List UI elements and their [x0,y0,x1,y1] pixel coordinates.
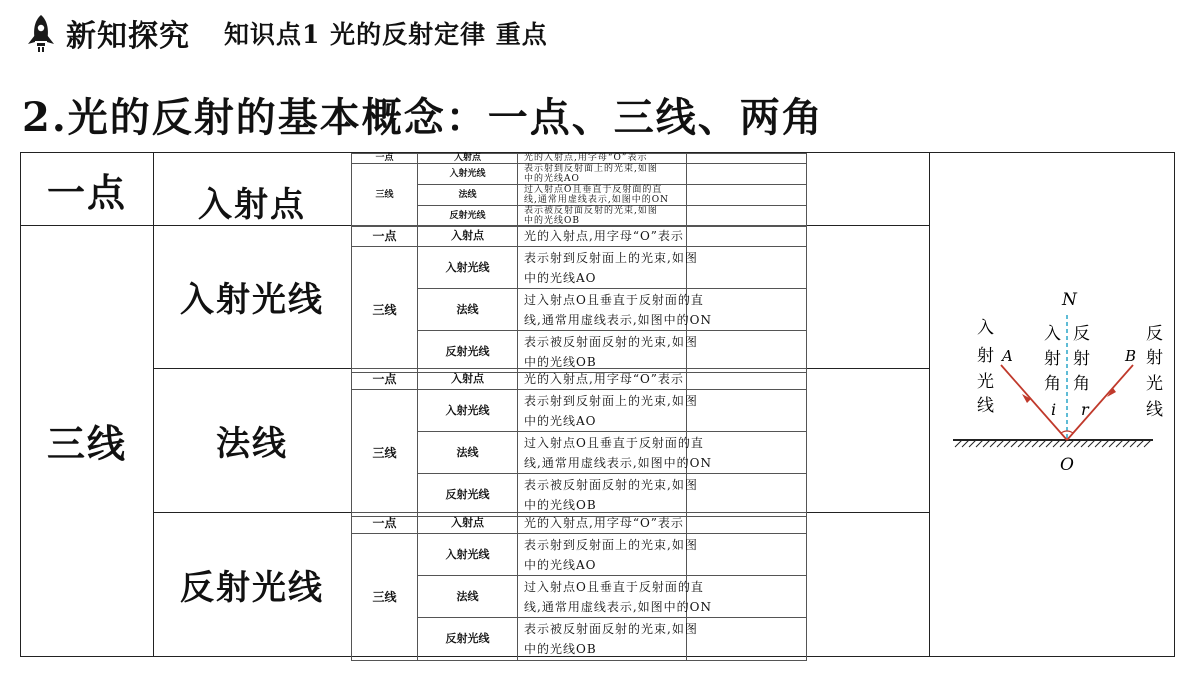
section-header [24,12,548,54]
mini-incident-point-desc: 光的入射点,用字母“O”表示 [518,226,687,247]
reflection-angle-text: 射 [1073,349,1090,369]
mini-reflected-ray-desc: 表示被反射面反射的光束,如图 中的光线OB [518,206,687,227]
incident-ray-text: 线 [977,396,994,416]
mini-three-lines-label: 三线 [352,247,418,373]
mini-three-lines-label: 三线 [352,164,418,227]
incident-ray-arrow [1022,394,1031,403]
mini-reflected-ray-desc: 表示被反射面反射的光束,如图 中的光线OB [518,474,687,517]
mini-blank-cell [687,185,807,206]
mini-normal-label: 法线 [418,432,518,474]
incident-angle-text: 角 [1044,374,1061,394]
reflected-ray-text: 线 [1146,400,1163,420]
incident-angle-text: 射 [1044,349,1061,369]
incident-angle-symbol: i [1051,400,1057,419]
point-a-label: A [1002,347,1013,365]
mini-table-compressed [351,153,929,225]
incident-ray-text: 入 [977,318,994,338]
concept-table [20,152,1175,657]
mini-incident-ray-desc: 表示射到反射面上的光束,如图 中的光线AO [518,390,687,432]
mini-table-incident [351,225,929,368]
reflection-diagram-svg [931,153,1175,656]
mini-reflected-ray-label: 反射光线 [418,331,518,373]
table-divider [929,153,930,656]
angle-arc [1061,431,1073,433]
mini-incident-point-label: 入射点 [418,154,518,164]
mini-incident-ray-label: 入射光线 [418,390,518,432]
mini-incident-ray-label: 入射光线 [418,534,518,576]
normal-line-cell: 法线 [216,423,288,464]
incident-ray-cell: 入射光线 [180,280,324,320]
point-b-label: B [1125,347,1137,365]
mini-reflected-ray-label: 反射光线 [418,206,518,227]
mini-blank-cell [687,206,807,227]
reflected-ray-cell: 反射光线 [180,567,324,608]
reflection-angle-text: 反 [1073,324,1090,344]
mini-incident-ray-label: 入射光线 [418,164,518,185]
mini-point-label: 一点 [352,226,418,247]
mini-normal-desc: 过入射点O且垂直于反射面的直 线,通常用虚线表示,如图中的ON [518,576,687,618]
mini-point-label: 一点 [352,154,418,164]
point-o-label: O [1060,455,1074,475]
mini-incident-point-label: 入射点 [418,513,518,534]
mini-blank-cell [687,226,807,247]
mini-blank-cell [687,369,807,390]
section-name: 新知探究 [66,19,190,54]
mini-blank-cell [687,164,807,185]
mini-reflected-ray-desc: 表示被反射面反射的光束,如图 中的光线OB [518,331,687,373]
page-title: 2.光的反射的基本概念：一点、三线、两角 [22,94,824,141]
incident-angle-text: 入 [1044,324,1061,344]
mini-blank-cell [687,247,807,289]
mini-blank-cell [687,154,807,164]
mini-three-lines-label: 三线 [352,534,418,661]
mini-incident-point-desc: 光的入射点,用字母“O”表示 [518,154,687,164]
mini-incident-ray-desc: 表示射到反射面上的光束,如图 中的光线AO [518,534,687,576]
mini-reflected-ray-label: 反射光线 [418,474,518,517]
incident-point-cell: 入射点 [198,184,306,225]
mini-blank-cell [687,331,807,373]
mini-reflected-ray-desc: 表示被反射面反射的光束,如图 中的光线OB [518,618,687,661]
mini-incident-ray-desc: 表示射到反射面上的光束,如图 中的光线AO [518,164,687,185]
normal-label: N [1062,290,1077,310]
incident-ray-text: 光 [977,372,994,392]
mini-table-normal [351,368,929,512]
mini-normal-desc: 过入射点O且垂直于反射面的直 线,通常用虚线表示,如图中的ON [518,185,687,206]
mini-incident-point-label: 入射点 [418,226,518,247]
mini-point-label: 一点 [352,369,418,390]
mini-blank-cell [687,618,807,661]
mini-incident-point-label: 入射点 [418,369,518,390]
reflection-angle-symbol: r [1081,400,1089,419]
reflected-ray-text: 射 [1146,348,1163,368]
mini-blank-cell [687,390,807,432]
mini-three-lines-label: 三线 [352,390,418,517]
mini-reflected-ray-label: 反射光线 [418,618,518,661]
three-lines-cell: 三线 [46,421,127,466]
mirror-hatching [955,440,1151,447]
mini-incident-point-desc: 光的入射点,用字母“O”表示 [518,369,687,390]
reflected-ray-text: 反 [1146,324,1163,344]
topic-name: 知识点1 光的反射定律 重点 [224,20,548,49]
mini-blank-cell [687,513,807,534]
mini-incident-ray-desc: 表示射到反射面上的光束,如图 中的光线AO [518,247,687,289]
mini-normal-label: 法线 [418,289,518,331]
mini-incident-point-desc: 光的入射点,用字母“O”表示 [518,513,687,534]
incident-ray-text: 射 [977,346,994,366]
point-cell: 一点 [46,169,127,215]
mini-blank-cell [687,534,807,576]
reflected-ray-text: 光 [1146,374,1163,394]
rocket-icon [24,13,58,53]
mini-point-label: 一点 [352,513,418,534]
mini-blank-cell [687,474,807,517]
mini-normal-label: 法线 [418,185,518,206]
mini-normal-label: 法线 [418,576,518,618]
reflection-diagram [931,153,1175,656]
mini-table-reflected [351,512,929,656]
mini-normal-desc: 过入射点O且垂直于反射面的直 线,通常用虚线表示,如图中的ON [518,432,687,474]
mini-incident-ray-label: 入射光线 [418,247,518,289]
reflection-angle-text: 角 [1073,374,1090,394]
mini-normal-desc: 过入射点O且垂直于反射面的直 线,通常用虚线表示,如图中的ON [518,289,687,331]
